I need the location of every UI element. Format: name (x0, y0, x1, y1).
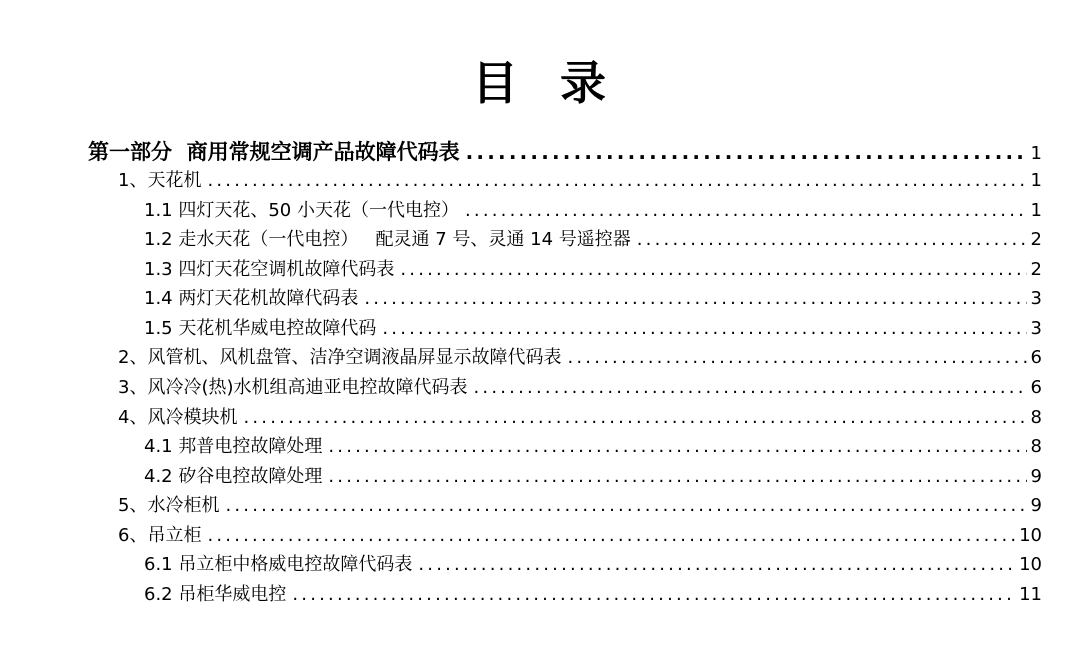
leader-dots (567, 343, 1026, 373)
toc-entry-label: 1、天花机 (118, 170, 202, 191)
leader-dots (400, 255, 1026, 285)
toc-entry-label: 4、风冷模块机 (118, 407, 238, 428)
toc-entry-page: 10 (1019, 554, 1042, 575)
toc-entry-3[interactable] (118, 373, 1042, 403)
leader-dots (328, 432, 1026, 462)
toc-entry-1-4[interactable] (144, 284, 1042, 314)
toc-entry-page: 2 (1030, 229, 1042, 250)
toc-entry-label: 1.3 四灯天花空调机故障代码表 (144, 259, 395, 280)
toc-entry-label: 4.1 邦普电控故障处理 (144, 436, 323, 457)
toc-entry-label: 3、风冷冷(热)水机组高迪亚电控故障代码表 (118, 377, 468, 398)
toc-entry-part-1[interactable] (88, 137, 1042, 167)
toc-entry-label: 第一部分 商用常规空调产品故障代码表 (88, 140, 460, 164)
toc-entry-label: 6.1 吊立柜中格威电控故障代码表 (144, 554, 413, 575)
toc-entry-label: 4.2 矽谷电控故障处理 (144, 466, 323, 487)
toc-entry-page: 6 (1030, 377, 1042, 398)
toc-entry-page: 1 (1030, 200, 1042, 221)
toc-entry-page: 6 (1030, 347, 1042, 368)
title-char-1: 目 (472, 56, 520, 110)
toc-entry-5[interactable] (118, 491, 1042, 521)
toc-entry-1-5[interactable] (144, 314, 1042, 344)
leader-dots (637, 225, 1027, 255)
leader-dots (466, 137, 1027, 167)
leader-dots (207, 521, 1015, 551)
leader-dots (243, 403, 1026, 433)
toc-entry-page: 3 (1030, 288, 1042, 309)
toc-entry-label: 1.5 天花机华威电控故障代码 (144, 318, 377, 339)
toc-entry-page: 9 (1030, 495, 1042, 516)
toc-entry-label: 6、吊立柜 (118, 525, 202, 546)
leader-dots (474, 373, 1027, 403)
leader-dots (207, 166, 1026, 196)
title-char-2: 录 (560, 56, 608, 110)
leader-dots (418, 550, 1015, 580)
toc-entry-label: 5、水冷柜机 (118, 495, 220, 516)
toc-entry-label: 2、风管机、风机盘管、洁净空调液晶屏显示故障代码表 (118, 347, 562, 368)
leader-dots (292, 580, 1015, 610)
toc-entry-page: 3 (1030, 318, 1042, 339)
toc-entry-page: 1 (1030, 170, 1042, 191)
toc-entry-4-2[interactable] (144, 462, 1042, 492)
toc-entry-1-2[interactable] (144, 225, 1042, 255)
toc-entry-2[interactable] (118, 343, 1042, 373)
leader-dots (225, 491, 1026, 521)
toc-entry-1[interactable] (118, 166, 1042, 196)
toc-entry-page: 11 (1019, 584, 1042, 605)
toc-entry-page: 2 (1030, 259, 1042, 280)
leader-dots (328, 462, 1026, 492)
toc-entry-page: 8 (1030, 436, 1042, 457)
toc-entry-1-3[interactable] (144, 255, 1042, 285)
toc-entry-4-1[interactable] (144, 432, 1042, 462)
leader-dots (382, 314, 1026, 344)
toc-entry-page: 10 (1019, 525, 1042, 546)
toc-entry-6-1[interactable] (144, 550, 1042, 580)
toc-entry-6-2[interactable] (144, 580, 1042, 610)
toc-entry-label: 1.2 走水天花（一代电控） 配灵通 7 号、灵通 14 号遥控器 (144, 229, 631, 250)
toc-entry-6[interactable] (118, 521, 1042, 551)
toc-entry-page: 8 (1030, 407, 1042, 428)
toc-entry-label: 6.2 吊柜华威电控 (144, 584, 287, 605)
toc-entry-4[interactable] (118, 403, 1042, 433)
toc-entry-page: 9 (1030, 466, 1042, 487)
leader-dots (364, 284, 1026, 314)
page-title (0, 50, 1080, 116)
toc-entry-label: 1.4 两灯天花机故障代码表 (144, 288, 359, 309)
leader-dots (465, 196, 1027, 226)
toc-entry-label: 1.1 四灯天花、50 小天花（一代电控） (144, 200, 459, 221)
toc-entry-page: 1 (1030, 143, 1042, 164)
toc-entry-1-1[interactable] (144, 196, 1042, 226)
